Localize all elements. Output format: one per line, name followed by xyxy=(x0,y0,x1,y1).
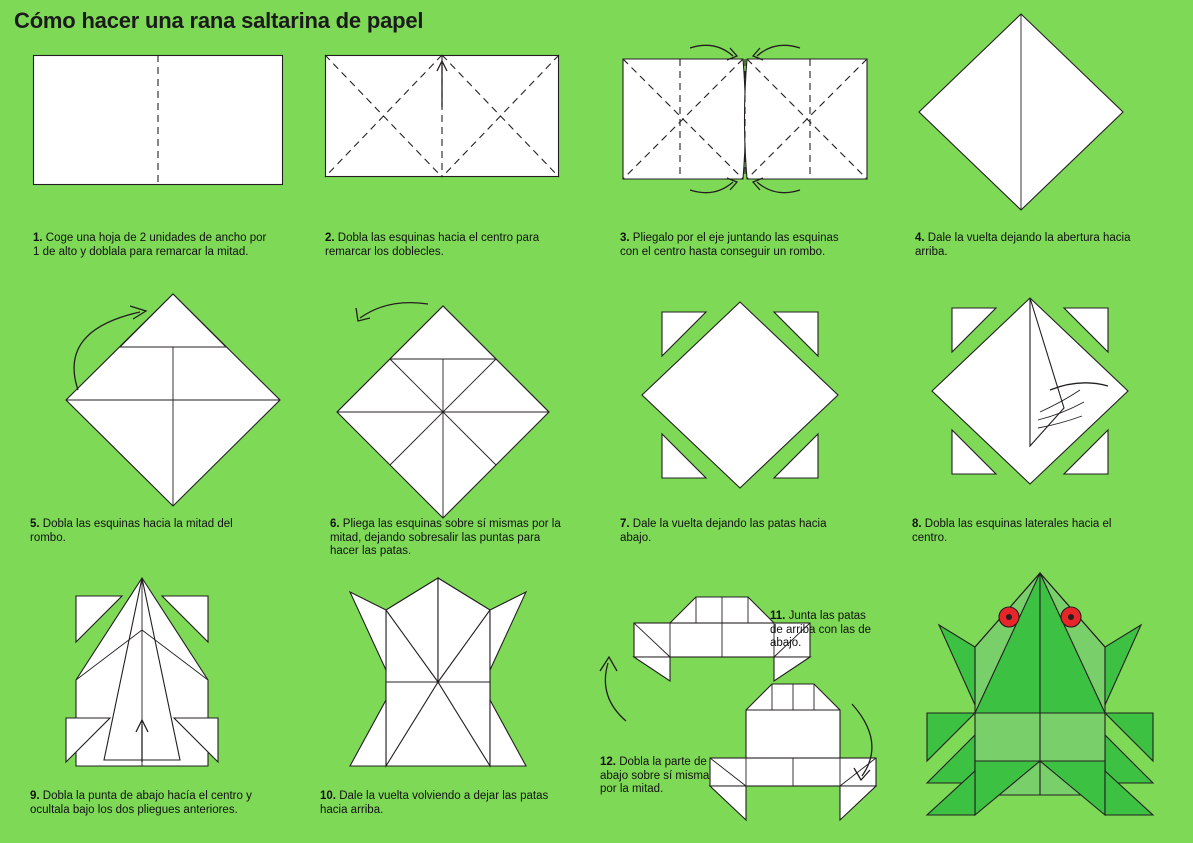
step-4-text: Dale la vuelta dejando la abertura hacia arriba. xyxy=(915,232,1131,258)
step-1-caption xyxy=(33,232,273,259)
step-11-text: Junta las patas de arriba con las de abajo. xyxy=(770,610,872,649)
step-10-figure xyxy=(320,570,560,770)
step-7-number: 7. xyxy=(620,518,630,530)
step-7-diagram xyxy=(620,300,860,490)
step-10-number: 10. xyxy=(320,790,336,802)
step-9-number: 9. xyxy=(30,790,40,802)
step-9-caption xyxy=(30,790,265,817)
step-2-text: Dobla las esquinas hacia el centro para remarcar los doblecles. xyxy=(325,232,540,258)
step-6-caption xyxy=(330,518,570,559)
step-2-caption xyxy=(325,232,560,259)
step-8-figure xyxy=(912,290,1162,490)
curved-arrow-icon xyxy=(592,645,652,725)
step-7-caption xyxy=(620,518,855,545)
step-6-diagram xyxy=(318,290,568,510)
step-5-caption xyxy=(30,518,260,545)
step-1-figure xyxy=(33,55,283,185)
step-9-figure xyxy=(30,570,260,770)
step-3-caption xyxy=(620,232,855,259)
step-9-text: Dobla la punta de abajo hacía el centro y ocultala bajo los dos pliegues anteriores. xyxy=(30,790,252,816)
step-6-text: Pliega las esquinas sobre sí mismas por la mitad, dejando sobresalir las puntas para hacer las patas. xyxy=(330,518,561,557)
step-3-text: Pliegalo por el eje juntando las esquinas con el centro hasta conseguir un rombo. xyxy=(620,232,839,258)
step-1-number: 1. xyxy=(33,232,43,244)
step-7-figure xyxy=(620,300,860,490)
step-2-diagram xyxy=(325,55,559,177)
step-4-caption xyxy=(915,232,1150,259)
step-3-figure xyxy=(620,42,870,192)
step-8-number: 8. xyxy=(912,518,922,530)
step-4-diagram xyxy=(915,10,1127,210)
step-7-text: Dale la vuelta dejando las patas hacia abajo. xyxy=(620,518,827,544)
step-5-number: 5. xyxy=(30,518,40,530)
step-11-number: 11. xyxy=(770,610,786,622)
finished-frog-diagram xyxy=(905,565,1175,830)
step-12-text: Dobla la parte de abajo sobre sí misma por la mitad. xyxy=(600,756,710,795)
step-11-caption xyxy=(770,610,880,651)
step-12-caption xyxy=(600,756,720,797)
step-1-text: Coge una hoja de 2 unidades de ancho por 1 de alto y doblala para remarcar la mitad. xyxy=(33,232,267,258)
step-5-diagram xyxy=(30,290,260,510)
step-10-text: Dale la vuelta volviendo a dejar las patas hacia arriba. xyxy=(320,790,549,816)
step-6-figure xyxy=(318,290,568,510)
step-8-text: Dobla las esquinas laterales hacia el centro. xyxy=(912,518,1112,544)
step-4-number: 4. xyxy=(915,232,925,244)
step-10-caption xyxy=(320,790,555,817)
step-1-diagram xyxy=(33,55,283,185)
step-11-12-arrow xyxy=(592,645,652,725)
page-title: Cómo hacer una rana saltarina de papel xyxy=(14,8,424,33)
step-8-diagram xyxy=(912,290,1162,490)
step-6-number: 6. xyxy=(330,518,340,530)
step-12-figure xyxy=(690,680,890,830)
step-10-diagram xyxy=(320,570,560,770)
step-12-diagram xyxy=(690,680,890,830)
step-5-text: Dobla las esquinas hacia la mitad del rombo. xyxy=(30,518,233,544)
step-2-number: 2. xyxy=(325,232,335,244)
step-4-figure xyxy=(915,10,1127,210)
step-12-number: 12. xyxy=(600,756,616,768)
final-frog-figure xyxy=(905,565,1175,830)
step-8-caption xyxy=(912,518,1147,545)
step-5-figure xyxy=(30,290,260,510)
step-3-number: 3. xyxy=(620,232,630,244)
step-9-diagram xyxy=(30,570,260,770)
step-3-diagram xyxy=(620,42,870,192)
step-2-figure xyxy=(325,55,559,177)
